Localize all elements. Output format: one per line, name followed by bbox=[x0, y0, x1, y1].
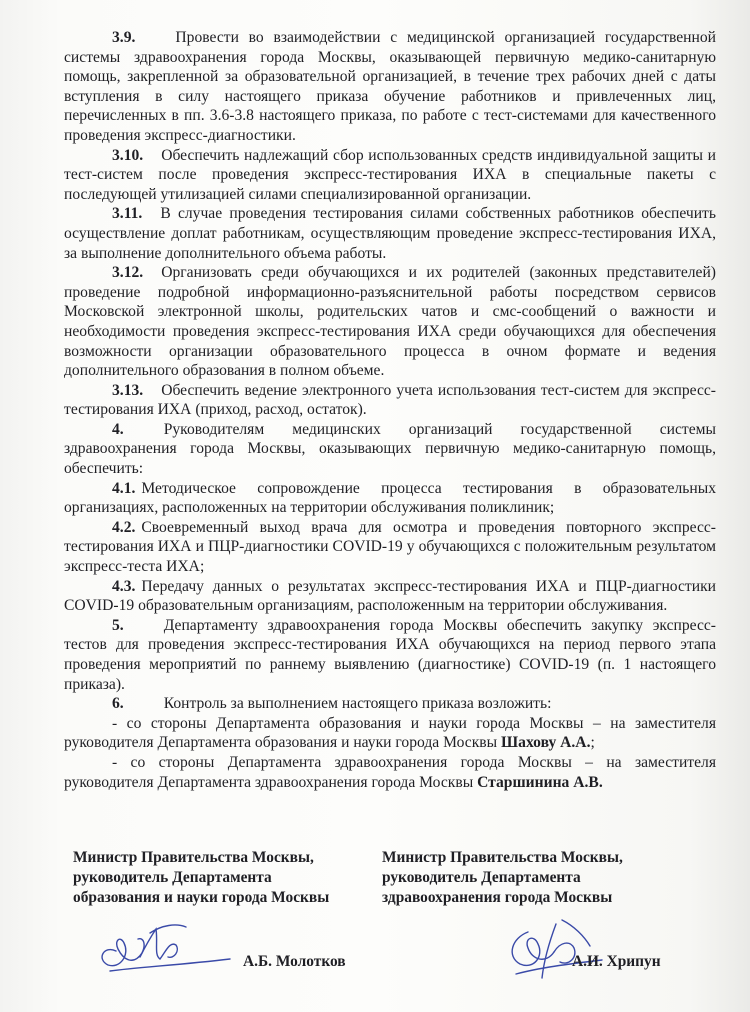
responsible-person: Старшинина А.В. bbox=[477, 773, 603, 791]
control-item-text: - со стороны Департамента здравоохранения города Москвы – на заместителя руководителя Департамента здравоохранения города Москвы bbox=[64, 753, 716, 791]
signatory-title-line: Министр Правительства Москвы, bbox=[73, 849, 314, 866]
handwritten-signature-left bbox=[90, 915, 240, 985]
paragraph-5 bbox=[64, 616, 716, 694]
paragraph-text: Своевременный выход врача для осмотра и проведения повторного экспресс-тестирования ИХА и ПЦР-диагностики COVID-19 у обучающихся с положительным результатом экспресс-теста ИХА; bbox=[64, 518, 716, 576]
paragraph-number: 3.13. bbox=[112, 381, 144, 399]
paragraph-6 bbox=[64, 694, 716, 714]
paragraph-text: Провести во взаимодействии с медицинской организацией государственной системы здравоохранения города Москвы, оказывающей первичную медико-санитарную помощь, закрепленной за образовательной организацией, в течение трех рабочих дней с даты вступления в силу настоящего приказа обучение работников и привлеченных лиц, перечисленных в пп. 3.6-3.8 настоящего приказа, по работе с тест-системами для качественного проведения экспресс-диагностики. bbox=[64, 29, 716, 144]
paragraph-text: Контроль за выполнением настоящего приказа возложить: bbox=[163, 695, 552, 713]
paragraph-number: 3.11. bbox=[112, 205, 143, 223]
paragraph-4-1 bbox=[64, 479, 716, 518]
paragraph-text: Департаменту здравоохранения города Москвы обеспечить закупку экспресс-тестов для проведения экспресс-тестирования ИХА обучающихся на период первого этапа проведения мероприятий по раннему выявлению (диагностике) COVID-19 (п. 1 настоящего приказа). bbox=[64, 616, 716, 693]
signatory-name-right: А.И. Хрипун bbox=[572, 953, 661, 970]
paragraph-number: 4.2. bbox=[112, 518, 136, 536]
paragraph-3-11 bbox=[64, 204, 716, 263]
paragraph-4 bbox=[64, 420, 716, 479]
paragraph-text: Организовать среди обучающихся и их родителей (законных представителей) проведение подробной информационно-разъяснительной работы посредством сервисов Московской электронной школы, родительских чатов и смс-сообщений о важности и необходимости проведения экспресс-тестирования ИХА среди обучающихся для обеспечения возможности организации образовательного процесса в очном формате и ведения дополнительного образования в полном объеме. bbox=[64, 264, 716, 380]
paragraph-text: Методическое сопровождение процесса тестирования в образовательных организациях, расположенных на территории обслуживания поликлиник; bbox=[64, 479, 716, 517]
signatory-title-line: Министр Правительства Москвы, bbox=[382, 849, 623, 866]
paragraph-4-2 bbox=[64, 518, 716, 577]
paragraph-number: 3.9. bbox=[112, 29, 136, 46]
paragraph-4-3 bbox=[64, 577, 716, 616]
paragraph-number: 4.3. bbox=[112, 577, 136, 595]
signatory-title-line: образования и науки города Москвы bbox=[73, 889, 330, 906]
paragraph-3-12 bbox=[64, 263, 716, 381]
paragraph-text: Передачу данных о результатах экспресс-тестирования ИХА и ПЦР-диагностики COVID-19 образовательным организациям, расположенным на территории обслуживания. bbox=[64, 577, 716, 615]
order-text bbox=[64, 28, 716, 792]
signatory-title-right bbox=[382, 848, 682, 908]
signatory-name-left: А.Б. Молотков bbox=[243, 953, 346, 970]
control-item-text: - со стороны Департамента образования и науки города Москвы – на заместителя руководителя Департамента образования и науки города Москвы bbox=[64, 714, 716, 752]
paragraph-number: 3.12. bbox=[112, 264, 144, 282]
paragraph-text: Обеспечить ведение электронного учета использования тест-систем для экспресс-тестирования ИХА (приход, расход, остаток). bbox=[64, 381, 716, 419]
handwritten-signature-right bbox=[498, 912, 618, 992]
responsible-person: Шахову А.А. bbox=[501, 734, 591, 752]
signatory-title-left bbox=[73, 848, 373, 908]
paragraph-number: 4.1. bbox=[112, 479, 136, 497]
control-item-education bbox=[64, 714, 716, 753]
paragraph-text: Руководителям медицинских организаций государственной системы здравоохранения города Москвы, оказывающих первичную медико-санитарную помощь, обеспечить: bbox=[64, 420, 716, 478]
paragraph-number: 3.10. bbox=[112, 146, 144, 164]
signatory-title-line: руководитель Департамента bbox=[73, 869, 272, 886]
control-item-end: ; bbox=[590, 734, 595, 752]
signatory-title-line: здравоохранения города Москвы bbox=[382, 889, 613, 906]
paragraph-number: 5. bbox=[112, 616, 124, 634]
signatory-title-line: руководитель Департамента bbox=[382, 869, 581, 886]
paragraph-number: 6. bbox=[112, 695, 124, 713]
paragraph-text: Обеспечить надлежащий сбор использованных средств индивидуальной защиты и тест-систем после проведения экспресс-тестирования ИХА в специальные пакеты с последующей утилизацией силами специализированной организации. bbox=[64, 146, 716, 203]
control-item-health bbox=[64, 753, 716, 792]
paragraph-number: 4. bbox=[112, 420, 124, 438]
paragraph-3-13 bbox=[64, 381, 716, 420]
paragraph-3-9 bbox=[64, 28, 716, 146]
paragraph-3-10 bbox=[64, 146, 716, 205]
paragraph-text: В случае проведения тестирования силами собственных работников обеспечить осуществление доплат работникам, осуществляющим проведение экспресс-тестирования ИХА, за выполнение дополнительного объема работы. bbox=[64, 205, 716, 262]
